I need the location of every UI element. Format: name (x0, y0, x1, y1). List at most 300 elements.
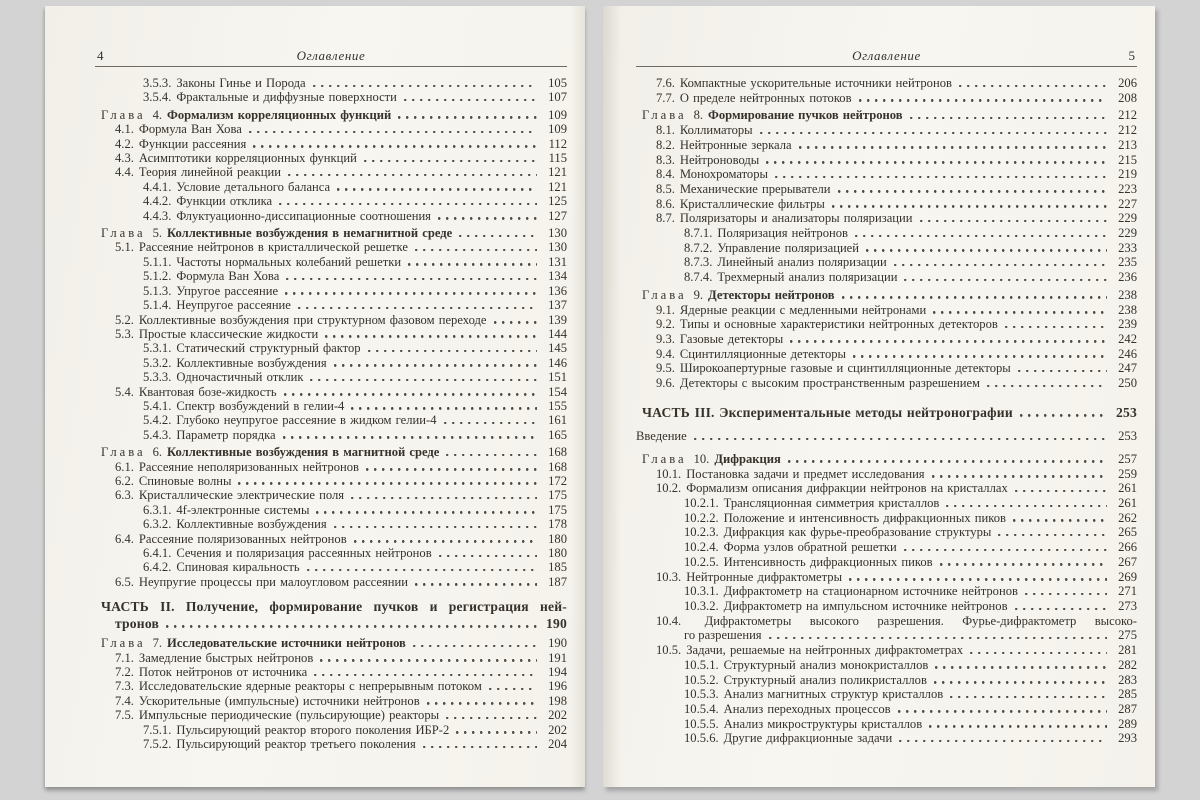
entry-title: Нейтронные зеркала (679, 137, 792, 152)
toc-two-line-entry (95, 599, 567, 632)
entry-number: 9.4. (656, 346, 675, 361)
entry-text (656, 167, 768, 182)
toc-entry (95, 313, 567, 327)
entry-text (684, 525, 991, 540)
entry-title: Поляризация нейтронов (717, 226, 848, 241)
entry-number: 10.3.1. (684, 584, 719, 599)
dot-leader (352, 533, 537, 543)
left-page-toc (95, 76, 567, 751)
entry-text (656, 347, 846, 362)
entry-text (642, 108, 903, 123)
chapter-word: Глава (101, 445, 146, 460)
dot-leader (1003, 318, 1107, 328)
dot-leader (1013, 600, 1107, 610)
entry-page-number: 233 (1118, 240, 1137, 255)
entry-text (143, 517, 327, 531)
entry-number: 4.4. (115, 165, 134, 180)
entry-page-number: 215 (1118, 152, 1137, 167)
entry-number: 10. (693, 451, 710, 466)
entry-title: Трехмерный анализ поляризации (717, 270, 898, 285)
left-page-number: 4 (97, 48, 104, 63)
toc-entry (95, 137, 567, 151)
entry-title: Неупругие процессы при малоугловом рассеянии (138, 574, 409, 589)
dot-leader (366, 342, 537, 352)
entry-title: Пульсирующий реактор третьего поколения (176, 737, 416, 752)
entry-title: Компактные ускорительные источники нейтронов (679, 76, 952, 90)
dot-leader (332, 518, 537, 528)
toc-chapter-entry (636, 108, 1137, 123)
dot-leader (411, 637, 537, 647)
entry-number: 6.3.1. (143, 502, 172, 517)
entry-number: 10.2.1. (684, 496, 719, 511)
chapter-word: Глава (101, 226, 146, 241)
dot-leader (1011, 512, 1107, 522)
entry-page-number: 125 (548, 194, 567, 209)
toc-entry (95, 370, 567, 384)
entry-page-number: 239 (1118, 317, 1137, 332)
toc-entry (95, 665, 567, 679)
toc-entry (636, 481, 1137, 496)
entry-title: ЧАСТЬ III. Экспериментальные методы нейтронографии (642, 404, 1013, 420)
dot-leader (362, 152, 537, 162)
dot-leader (444, 446, 537, 456)
dot-leader (932, 674, 1107, 684)
entry-number: 5.3. (115, 326, 134, 341)
toc-entry (636, 153, 1137, 168)
toc-entry (636, 182, 1137, 197)
toc-intro-entry (636, 429, 1137, 444)
entry-text (656, 361, 1011, 376)
entry-title: Кристаллические фильтры (679, 196, 825, 211)
entry-number: 5.4. (115, 384, 134, 399)
dot-leader (1016, 362, 1107, 372)
entry-page-number: 238 (1118, 287, 1137, 302)
dot-leader (402, 91, 537, 101)
entry-page-number: 172 (548, 473, 567, 488)
entry-number: 10.5.6. (684, 731, 719, 746)
entry-title: Параметр порядка (176, 427, 276, 442)
entry-page-number: 229 (1118, 226, 1137, 241)
entry-page-number: 131 (548, 254, 567, 269)
dot-leader (896, 703, 1107, 713)
entry-text (143, 341, 361, 355)
entry-number: 10.2.5. (684, 554, 719, 569)
entry-number: 7.4. (115, 693, 134, 708)
dot-leader (933, 659, 1107, 669)
entry-page-number: 266 (1118, 540, 1137, 555)
entry-number: 5.1.4. (143, 298, 172, 313)
dot-leader (948, 688, 1107, 698)
entry-page-number: 121 (548, 165, 567, 180)
entry-title: Импульсные периодические (пульсирующие) реакторы (138, 708, 440, 723)
dot-leader (944, 497, 1107, 507)
entry-title: Дифрактометр на импульсном источнике нейтронов (723, 599, 1008, 613)
entry-text (143, 503, 309, 517)
toc-chapter-entry (636, 288, 1137, 303)
entry-title: Коллективные возбуждения (176, 355, 327, 370)
entry-title: Коллективные возбуждения в немагнитной среде (167, 226, 453, 241)
entry-title: Законы Гинье и Порода (176, 76, 306, 90)
toc-entry (95, 151, 567, 165)
entry-text-line1: 10.4. Дифрактометры высокого разрешения. Фурье-дифрактометр высоко- (656, 613, 1138, 628)
toc-entry (636, 570, 1137, 585)
entry-title: тронов (115, 615, 160, 631)
entry-title: Функции рассеяния (138, 136, 247, 151)
entry-title: Постановка задачи и предмет исследования (686, 466, 925, 481)
toc-entry (636, 658, 1137, 673)
entry-number: 6.2. (115, 473, 134, 488)
entry-title: Сечения и поляризация рассеянных нейтронов (176, 546, 432, 560)
toc-entry (636, 584, 1137, 599)
dot-leader (286, 166, 537, 176)
entry-page-number: 145 (548, 341, 567, 356)
entry-title: Теория линейной реакции (138, 165, 281, 180)
entry-title: Рассеяние поляризованных нейтронов (138, 531, 347, 546)
entry-page-number: 204 (548, 737, 567, 752)
toc-entry (636, 702, 1137, 717)
entry-text (115, 313, 487, 327)
dot-leader (318, 652, 537, 662)
dot-leader (788, 333, 1107, 343)
toc-entry (95, 165, 567, 179)
entry-title: Неупругое рассеяние (176, 298, 291, 313)
dot-leader (797, 139, 1107, 149)
entry-number: 10.1. (656, 466, 682, 481)
dot-leader (985, 377, 1107, 387)
toc-entry (95, 76, 567, 90)
entry-text (143, 356, 327, 370)
entry-page-number: 208 (1118, 90, 1137, 105)
dot-leader (364, 461, 537, 471)
entry-text (143, 428, 276, 442)
dot-leader (897, 732, 1107, 742)
entry-text (115, 165, 281, 179)
entry-text (656, 332, 783, 347)
entry-number: 10.3. (656, 569, 682, 584)
entry-text (684, 673, 927, 688)
entry-number: 10.2.2. (684, 510, 719, 525)
entry-text (642, 288, 835, 303)
entry-number: 10.3.2. (684, 599, 719, 613)
dot-leader (413, 241, 537, 251)
entry-page-number: 130 (548, 226, 567, 241)
toc-entry (95, 209, 567, 223)
toc-entry (95, 194, 567, 208)
entry-page-number: 134 (548, 269, 567, 284)
entry-title: Типы и основные характеристики нейтронных детекторов (679, 317, 998, 332)
entry-title: Ядерные реакции с медленными нейтронами (679, 302, 927, 317)
right-page-number: 5 (1128, 48, 1135, 63)
toc-entry (95, 399, 567, 413)
toc-entry (636, 255, 1137, 270)
entry-text (684, 511, 1006, 526)
entry-page-number: 130 (548, 240, 567, 255)
dot-leader (773, 168, 1107, 178)
entry-number: 9.2. (656, 317, 675, 332)
chapter-word: Глава (101, 636, 146, 651)
entry-page-number: 109 (548, 107, 567, 122)
entry-number: 5.4.1. (143, 398, 172, 413)
dot-leader (425, 695, 537, 705)
entry-text (656, 303, 926, 318)
toc-entry (636, 123, 1137, 138)
entry-number: 7.7. (656, 90, 675, 105)
entry-text (656, 211, 913, 226)
entry-text-line2 (101, 616, 567, 633)
left-page (45, 6, 585, 787)
entry-title: Одночастичный отклик (176, 370, 304, 385)
entry-title: Механические прерыватели (679, 181, 831, 196)
entry-text (101, 445, 439, 459)
entry-text (684, 687, 943, 702)
dot-leader (927, 718, 1107, 728)
entry-page-number: 161 (548, 413, 567, 428)
entry-title: Поток нейтронов от источника (138, 665, 308, 680)
entry-text (143, 298, 291, 312)
entry-title: Спектр возбуждений в гелии-4 (176, 398, 345, 413)
entry-page-number: 212 (1118, 123, 1137, 138)
dot-leader (957, 77, 1107, 87)
entry-number: 5.1.2. (143, 269, 172, 284)
entry-text (656, 138, 792, 153)
entry-title: О пределе нейтронных потоков (679, 90, 852, 105)
entry-number: 8.3. (656, 152, 675, 167)
toc-entry (636, 241, 1137, 256)
entry-text (115, 151, 357, 165)
toc-entry (636, 673, 1137, 688)
entry-text (143, 560, 300, 574)
entry-text (656, 76, 952, 91)
entry-number: 7. (152, 636, 163, 651)
entry-title: Статический структурный фактор (176, 341, 361, 356)
entry-title: Формализм описания дифракции нейтронов на кристаллах (686, 481, 1008, 496)
dot-leader (930, 468, 1107, 478)
entry-title: Дифракция как фурье-преобразование структуры (723, 525, 992, 540)
entry-text (684, 226, 848, 241)
entry-title: Нейтроноводы (679, 152, 760, 167)
entry-page-number: 121 (548, 179, 567, 194)
toc-entry (95, 560, 567, 574)
entry-page-number: 267 (1118, 554, 1137, 569)
entry-text (684, 702, 891, 717)
entry-text (143, 546, 432, 560)
dot-leader (314, 504, 537, 514)
entry-title: Анализ микроструктуры кристаллов (723, 716, 923, 731)
toc-entry (636, 303, 1137, 318)
entry-title: Коллиматоры (679, 123, 753, 138)
entry-title: Задачи, решаемые на нейтронных дифрактометрах (686, 643, 964, 658)
entry-text-line1: ЧАСТЬ II. Получение, формирование пучков и регистрация ней- (101, 599, 567, 615)
entry-page-number: 137 (548, 298, 567, 313)
dot-leader (1018, 406, 1107, 417)
entry-title: Пульсирующий реактор второго поколения ИБР-2 (176, 722, 450, 737)
entry-number: 9.3. (656, 331, 675, 346)
entry-text (115, 385, 277, 399)
toc-entry (636, 361, 1137, 376)
chapter-word: Глава (642, 108, 687, 123)
entry-title: Формула Ван Хова (138, 122, 242, 137)
entry-title: Простые классические жидкости (138, 326, 319, 341)
entry-page-number: 112 (548, 136, 567, 151)
entry-page-number: 275 (1118, 628, 1137, 643)
dot-leader (332, 357, 537, 367)
entry-text (143, 399, 344, 413)
entry-title: Нейтронные дифрактометры (686, 569, 843, 584)
entry-page-number: 253 (1116, 404, 1137, 420)
dot-leader (454, 724, 537, 734)
dot-leader (692, 430, 1107, 440)
dot-leader (851, 348, 1107, 358)
entry-number: 8.6. (656, 196, 675, 211)
entry-page-number: 293 (1118, 731, 1137, 746)
toc-entry (95, 122, 567, 136)
entry-text (115, 532, 347, 546)
dot-leader (864, 242, 1107, 252)
entry-text (143, 413, 437, 427)
entry-text (115, 651, 313, 665)
toc-entry (636, 91, 1137, 106)
dot-leader (296, 299, 537, 309)
entry-text (115, 575, 408, 589)
entry-title: Сцинтилляционные детекторы (679, 346, 847, 361)
entry-text (656, 123, 753, 138)
entry-text (143, 209, 431, 223)
dot-leader (908, 109, 1107, 119)
entry-page-number: 261 (1118, 496, 1137, 511)
entry-number: 5.1.1. (143, 254, 172, 269)
entry-title: Спиновые волны (138, 473, 232, 488)
entry-page-number: 246 (1118, 346, 1137, 361)
left-running-title: Оглавление (296, 48, 366, 63)
entry-text (101, 226, 452, 240)
entry-text (684, 717, 922, 732)
entry-number: 4.4.1. (143, 179, 172, 194)
chapter-word: Глава (642, 451, 687, 466)
entry-number: 6.4. (115, 531, 134, 546)
entry-number: 5.3.3. (143, 370, 172, 385)
entry-number: 10.2.3. (684, 525, 719, 540)
entry-title: Монохроматоры (679, 167, 768, 182)
entry-number: 4.2. (115, 136, 134, 151)
entry-number: 7.6. (656, 76, 675, 90)
entry-text (656, 91, 852, 106)
toc-entry (95, 356, 567, 370)
toc-entry (95, 488, 567, 502)
entry-number: 4.3. (115, 151, 134, 166)
entry-number: 6.3.2. (143, 517, 172, 532)
chapter-word: Глава (101, 107, 146, 122)
toc-entry (95, 428, 567, 442)
dot-leader (853, 227, 1107, 237)
entry-title: Интенсивность дифракционных пиков (723, 554, 933, 569)
entry-number: 5.4.2. (143, 413, 172, 428)
entry-page-number: 287 (1118, 701, 1137, 716)
toc-chapter-entry (95, 445, 567, 459)
entry-number: 9.5. (656, 361, 675, 376)
entry-text (115, 488, 344, 502)
toc-entry (95, 503, 567, 517)
dot-leader (308, 371, 537, 381)
entry-title: Трансляционная симметрия кристаллов (723, 496, 940, 511)
entry-number: 6.4.2. (143, 560, 172, 575)
entry-number: 5. (152, 226, 163, 241)
entry-text (684, 270, 897, 285)
toc-entry (636, 76, 1137, 91)
entry-page-number: 107 (548, 90, 567, 105)
entry-text (684, 658, 928, 673)
entry-text (656, 317, 998, 332)
dot-leader (442, 414, 537, 424)
dot-leader (996, 526, 1107, 536)
entry-number: 10.5.2. (684, 672, 719, 687)
toc-entry (636, 138, 1137, 153)
entry-title: Квантовая бозе-жидкость (138, 384, 277, 399)
entry-title: Анализ переходных процессов (723, 701, 891, 716)
entry-page-number: 127 (548, 208, 567, 223)
entry-title: Введение (636, 429, 687, 444)
entry-text (684, 584, 1018, 599)
entry-number: 6.4.1. (143, 546, 172, 560)
entry-page-number: 136 (548, 283, 567, 298)
entry-page-number: 271 (1118, 584, 1137, 599)
entry-page-number: 262 (1118, 510, 1137, 525)
entry-number: 10.4. (656, 613, 682, 628)
entry-number: 6.1. (115, 459, 134, 474)
toc-entry (95, 575, 567, 589)
right-page-header (636, 48, 1137, 67)
entry-number: 5.3.2. (143, 355, 172, 370)
entry-title: Детекторы нейтронов (708, 287, 835, 302)
entry-text (684, 241, 859, 256)
entry-number: 8.7.3. (684, 255, 713, 270)
entry-page-number: 235 (1118, 255, 1137, 270)
entry-title: 4f-электронные системы (176, 502, 310, 517)
dot-leader (413, 576, 537, 586)
entry-title: Условие детального баланса (176, 179, 331, 194)
dot-leader (406, 256, 537, 266)
dot-leader (311, 77, 537, 87)
chapter-word: Глава (642, 287, 687, 302)
dot-leader (758, 124, 1107, 134)
toc-entry (636, 211, 1137, 226)
entry-text (115, 474, 231, 488)
entry-number: 7.5.2. (143, 737, 172, 752)
entry-text (115, 665, 307, 679)
right-running-title: Оглавление (852, 48, 921, 63)
dot-leader (335, 181, 537, 191)
entry-text (115, 694, 420, 708)
entry-page-number: 168 (548, 459, 567, 474)
toc-entry (95, 679, 567, 693)
entry-text-line2 (656, 628, 1137, 643)
entry-text (684, 599, 1008, 614)
entry-number: 3.5.3. (143, 76, 172, 90)
entry-page-number: 253 (1118, 429, 1137, 444)
dot-leader (437, 547, 537, 557)
entry-text (115, 327, 318, 341)
entry-text (684, 731, 892, 746)
entry-number: 4.1. (115, 122, 134, 137)
dot-leader (305, 561, 537, 571)
toc-entry (636, 540, 1137, 555)
entry-page-number: 273 (1118, 599, 1137, 613)
entry-page-number: 191 (548, 650, 567, 665)
entry-title: Дифрактометр на стационарном источнике нейтронов (723, 584, 1018, 599)
entry-page-number: 144 (548, 326, 567, 341)
toc-entry (636, 270, 1137, 285)
toc-entry (95, 474, 567, 488)
dot-leader (764, 154, 1107, 164)
